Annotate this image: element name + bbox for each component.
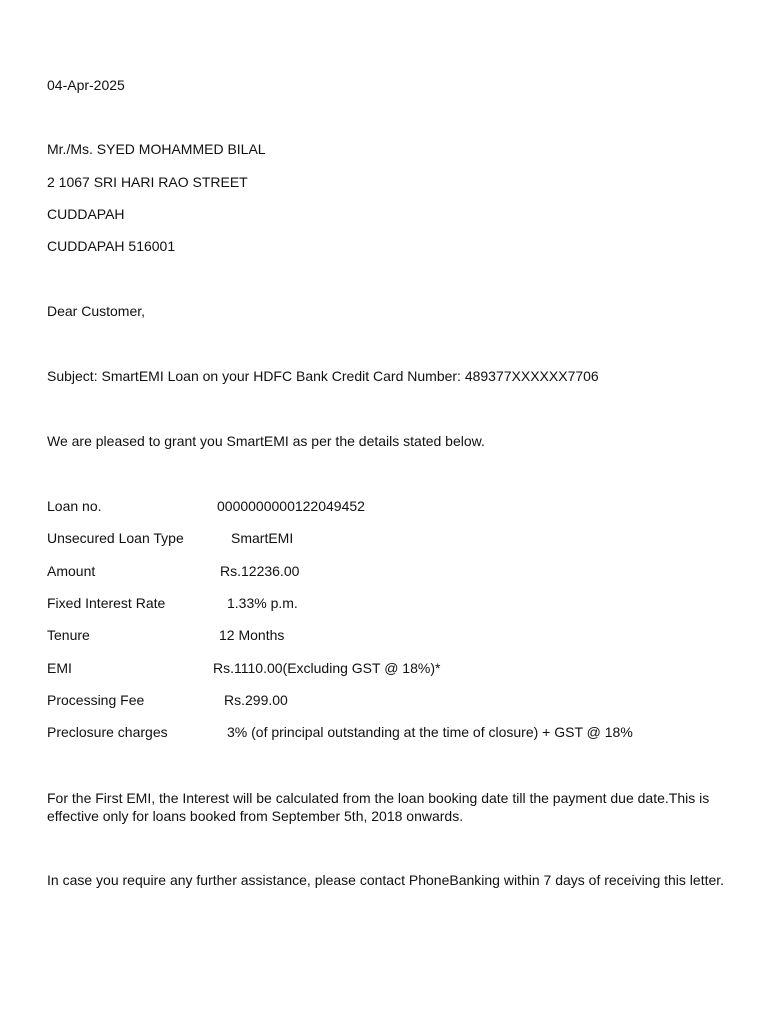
detail-label: Amount <box>47 563 96 579</box>
address-line-3: CUDDAPAH 516001 <box>47 238 176 254</box>
detail-row-preclosure <box>47 723 768 741</box>
detail-row-processing-fee <box>47 691 768 709</box>
detail-label: Fixed Interest Rate <box>47 595 166 611</box>
detail-label: Preclosure charges <box>47 724 168 740</box>
detail-row-amount <box>47 562 768 580</box>
detail-value: 12 Months <box>219 627 285 643</box>
subject-line: Subject: SmartEMI Loan on your HDFC Bank Credit Card Number: 489377XXXXXX7706 <box>47 368 599 384</box>
recipient-name: Mr./Ms. SYED MOHAMMED BILAL <box>47 141 266 157</box>
detail-label: Unsecured Loan Type <box>47 530 184 546</box>
address-line-1: 2 1067 SRI HARI RAO STREET <box>47 174 248 190</box>
detail-label: Processing Fee <box>47 692 145 708</box>
address-line-2: CUDDAPAH <box>47 206 125 222</box>
assistance-note: In case you require any further assistance, please contact PhoneBanking within 7 days of receiving this letter. <box>47 872 725 888</box>
detail-label: Loan no. <box>47 498 102 514</box>
first-emi-note: For the First EMI, the Interest will be calculated from the loan booking date till the payment due date.This is effective only for loans booked from September 5th, 2018 onwards. <box>47 790 710 824</box>
detail-value: 3% (of principal outstanding at the time of closure) + GST @ 18% <box>227 724 633 740</box>
detail-value: Rs.299.00 <box>224 692 288 708</box>
salutation: Dear Customer, <box>47 303 146 319</box>
detail-value: 0000000000122049452 <box>217 498 365 514</box>
detail-value: Rs.12236.00 <box>220 563 300 579</box>
detail-label: EMI <box>47 660 72 676</box>
detail-value: SmartEMI <box>231 530 294 546</box>
detail-value: 1.33% p.m. <box>227 595 298 611</box>
detail-row-loan-no <box>47 497 768 515</box>
detail-row-loan-type <box>47 529 768 547</box>
intro-text: We are pleased to grant you SmartEMI as per the details stated below. <box>47 433 485 449</box>
letter-date: 04-Apr-2025 <box>47 77 125 93</box>
detail-row-tenure <box>47 626 768 644</box>
detail-label: Tenure <box>47 627 90 643</box>
detail-row-interest-rate <box>47 594 768 612</box>
detail-row-emi <box>47 659 768 677</box>
detail-value: Rs.1110.00(Excluding GST @ 18%)* <box>213 660 441 676</box>
